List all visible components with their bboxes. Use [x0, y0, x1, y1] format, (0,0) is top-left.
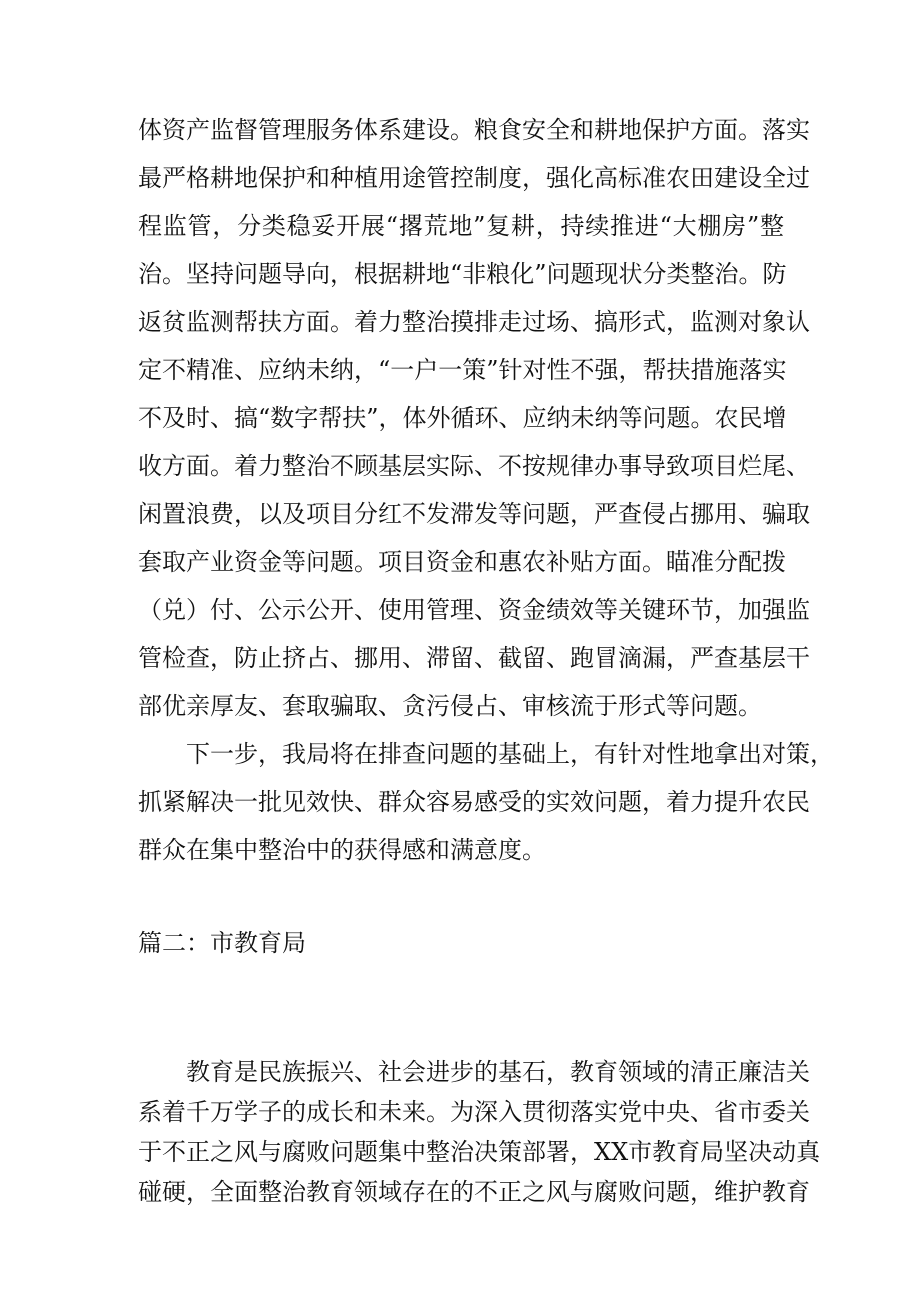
- paragraph-line: 最严格耕地保护和种植用途管控制度，强化高标准农田建设全过: [138, 164, 810, 192]
- paragraph-line: 部优亲厚友、套取骗取、贪污侵占、审核流于形式等问题。: [138, 692, 762, 720]
- paragraph-line: 体资产监督管理服务体系建设。粮食安全和耕地保护方面。落实: [138, 116, 810, 144]
- paragraph-line: 治。坚持问题导向，根据耕地“非粮化”问题现状分类整治。防: [138, 260, 787, 288]
- section-heading: 篇二：市教育局: [138, 929, 306, 957]
- paragraph-line: 教育是民族振兴、社会进步的基石，教育领域的清正廉洁关: [186, 1058, 810, 1086]
- paragraph-line: 于不正之风与腐败问题集中整治决策部署，XX市教育局坚决动真: [138, 1138, 821, 1166]
- paragraph-line: 下一步，我局将在排查问题的基础上，有针对性地拿出对策，: [186, 740, 834, 768]
- paragraph-line: 程监管，分类稳妥开展“撂荒地”复耕，持续推进“大棚房”整: [138, 212, 784, 240]
- paragraph-line: 定不精准、应纳未纳，“一户一策”针对性不强，帮扶措施落实: [138, 356, 787, 384]
- paragraph-line: （兑）付、公示公开、使用管理、资金绩效等关键环节，加强监: [138, 596, 810, 624]
- paragraph-line: 套取产业资金等问题。项目资金和惠农补贴方面。瞄准分配拨: [138, 548, 786, 576]
- paragraph-line: 闲置浪费，以及项目分红不发滞发等问题，严查侵占挪用、骗取: [138, 500, 810, 528]
- paragraph-line: 系着千万学子的成长和未来。为深入贯彻落实党中央、省市委关: [138, 1098, 810, 1126]
- paragraph-line: 收方面。着力整治不顾基层实际、不按规律办事导致项目烂尾、: [138, 452, 810, 480]
- paragraph-line: 碰硬，全面整治教育领域存在的不正之风与腐败问题，维护教育: [138, 1178, 810, 1206]
- paragraph-line: 不及时、搞“数字帮扶”，体外循环、应纳未纳等问题。农民增: [138, 404, 787, 432]
- paragraph-line: 管检查，防止挤占、挪用、滞留、截留、跑冒滴漏，严查基层干: [138, 644, 810, 672]
- paragraph-line: 群众在集中整治中的获得感和满意度。: [138, 836, 546, 864]
- paragraph-line: 返贫监测帮扶方面。着力整治摸排走过场、搞形式，监测对象认: [138, 308, 810, 336]
- paragraph-line: 抓紧解决一批见效快、群众容易感受的实效问题，着力提升农民: [138, 788, 810, 816]
